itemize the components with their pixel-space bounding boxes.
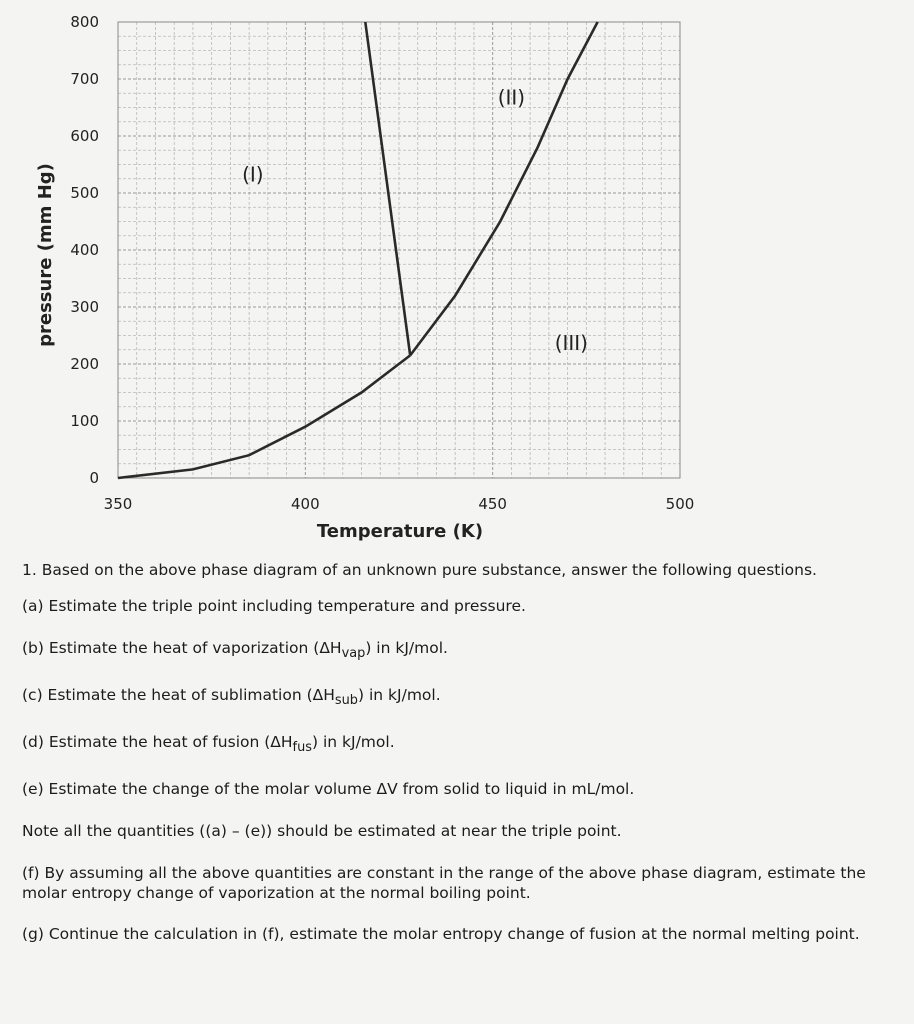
y-tick-label: 100 (70, 412, 99, 430)
question-d-subscript: fus (292, 740, 312, 756)
question-d-unit: ) in kJ/mol. (312, 733, 395, 752)
x-tick-label: 450 (478, 495, 507, 513)
y-tick-label: 300 (70, 298, 99, 316)
phase-boundary-2 (410, 22, 597, 355)
question-a: (a) Estimate the triple point including temperature and pressure. (22, 597, 526, 616)
question-c-unit: ) in kJ/mol. (358, 686, 441, 705)
question-note: Note all the quantities ((a) – (e)) should be estimated at near the triple point. (22, 822, 622, 841)
y-tick-label: 700 (70, 70, 99, 88)
question-f: (f) By assuming all the above quantities are constant in the range of the above phase diagram, estimate the molar entropy change of vaporization at the normal boiling point. (22, 864, 866, 903)
question-b-subscript: vap (341, 646, 366, 662)
x-axis-title: Temperature (K) (316, 521, 484, 542)
y-tick-label: 600 (70, 127, 99, 145)
region-label: (III) (554, 330, 589, 355)
y-tick-label: 800 (70, 13, 99, 31)
x-tick-label: 400 (291, 495, 320, 513)
phase-boundary-3 (365, 22, 410, 355)
x-tick-label: 500 (665, 495, 695, 513)
y-tick-label: 500 (70, 184, 99, 202)
region-label: (I) (242, 162, 264, 187)
question-g: (g) Continue the calculation in (f), estimate the molar entropy change of fusion at the normal melting point. (22, 924, 860, 943)
chart-grid (118, 22, 680, 478)
question-text (22, 560, 902, 964)
question-c (22, 685, 902, 710)
region-label: (II) (497, 85, 526, 110)
phase-boundary-1 (118, 355, 410, 478)
y-axis-title: pressure (mm Hg) (35, 163, 56, 347)
region-labels (242, 86, 588, 355)
question-e: (e) Estimate the change of the molar volume ΔV from solid to liquid in mL/mol. (22, 779, 635, 798)
y-axis-ticks (70, 13, 99, 487)
question-intro: 1. Based on the above phase diagram of an unknown pure substance, answer the following questions. (22, 561, 817, 579)
question-b-text: (b) Estimate the heat of vaporization (ΔH (22, 639, 342, 658)
question-d-text: (d) Estimate the heat of fusion (ΔH (22, 733, 293, 752)
x-axis-ticks (104, 495, 695, 513)
question-d (22, 732, 902, 757)
question-c-text: (c) Estimate the heat of sublimation (ΔH (22, 686, 335, 705)
y-tick-label: 200 (70, 355, 99, 373)
question-b-unit: ) in kJ/mol. (365, 639, 448, 658)
y-tick-label: 400 (70, 241, 99, 259)
y-tick-label: 0 (89, 469, 99, 487)
question-b (22, 638, 902, 663)
question-c-subscript: sub (334, 693, 359, 709)
x-tick-label: 350 (103, 495, 133, 513)
